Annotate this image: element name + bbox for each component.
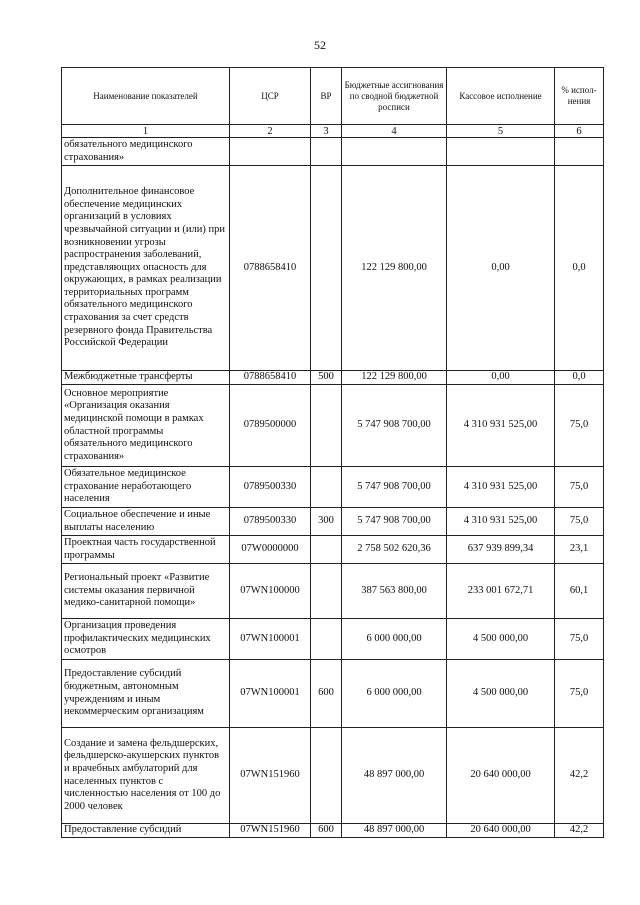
header-percent: % испол-нения <box>555 68 604 125</box>
table-row <box>62 508 604 536</box>
row-percent: 75,0 <box>555 619 604 660</box>
row-vr: 600 <box>311 824 342 838</box>
row-name: Дополнительное финансовое обеспечение медицинских организаций в условиях чрезвычайной ситуации и (или) при возникновении угрозы распространения заболеваний, представляющих опасность для окружающих, в рамках реализации территориальных программ обязательного медицинского страхования за счет средств резервного фонда Правительства Российской Федерации <box>62 166 230 371</box>
column-number: 2 <box>230 125 311 138</box>
row-name: Региональный проект «Развитие системы оказания первичной медико-санитарной помощи» <box>62 564 230 619</box>
row-csr: 0788658410 <box>230 371 311 385</box>
row-percent: 75,0 <box>555 508 604 536</box>
row-vr <box>311 385 342 467</box>
row-vr: 300 <box>311 508 342 536</box>
row-cash: 4 500 000,00 <box>447 660 555 728</box>
row-cash: 0,00 <box>447 166 555 371</box>
row-name: Обязательное медицинское страхование неработающего населения <box>62 467 230 508</box>
row-csr: 07WN100000 <box>230 564 311 619</box>
page-number: 52 <box>314 38 326 52</box>
row-cash: 0,00 <box>447 371 555 385</box>
table-row <box>62 166 604 371</box>
table-header-row <box>62 68 604 125</box>
row-csr: 0788658410 <box>230 166 311 371</box>
row-name: Основное мероприятие «Организация оказания медицинской помощи в рамках областной программы обязательного медицинского страхования» <box>62 385 230 467</box>
column-number: 4 <box>342 125 447 138</box>
header-name: Наименование показателей <box>62 68 230 125</box>
header-vr: ВР <box>311 68 342 125</box>
row-percent: 0,0 <box>555 371 604 385</box>
row-budget: 2 758 502 620,36 <box>342 536 447 564</box>
row-vr <box>311 138 342 166</box>
row-name: Социальное обеспечение и иные выплаты населению <box>62 508 230 536</box>
row-cash: 4 500 000,00 <box>447 619 555 660</box>
row-csr <box>230 138 311 166</box>
row-budget: 6 000 000,00 <box>342 660 447 728</box>
table-row <box>62 564 604 619</box>
header-cash: Кассовое исполнение <box>447 68 555 125</box>
header-budget: Бюджетные ассигнования по сводной бюджетной росписи <box>342 68 447 125</box>
row-budget: 5 747 908 700,00 <box>342 467 447 508</box>
row-cash: 233 001 672,71 <box>447 564 555 619</box>
row-percent: 75,0 <box>555 385 604 467</box>
row-csr: 07W0000000 <box>230 536 311 564</box>
row-vr <box>311 619 342 660</box>
header-csr: ЦСР <box>230 68 311 125</box>
row-vr: 500 <box>311 371 342 385</box>
table-row <box>62 385 604 467</box>
row-csr: 07WN100001 <box>230 660 311 728</box>
row-budget: 48 897 000,00 <box>342 824 447 838</box>
row-percent: 0,0 <box>555 166 604 371</box>
row-vr <box>311 467 342 508</box>
row-budget: 387 563 800,00 <box>342 564 447 619</box>
table-row <box>62 619 604 660</box>
column-number-row <box>62 125 604 138</box>
column-number: 5 <box>447 125 555 138</box>
row-cash: 20 640 000,00 <box>447 824 555 838</box>
row-vr: 600 <box>311 660 342 728</box>
row-cash: 4 310 931 525,00 <box>447 467 555 508</box>
row-percent: 42,2 <box>555 728 604 824</box>
row-csr: 07WN151960 <box>230 728 311 824</box>
row-cash: 4 310 931 525,00 <box>447 385 555 467</box>
row-csr: 07WN151960 <box>230 824 311 838</box>
row-budget: 5 747 908 700,00 <box>342 385 447 467</box>
row-vr <box>311 564 342 619</box>
column-number: 3 <box>311 125 342 138</box>
row-percent: 23,1 <box>555 536 604 564</box>
row-cash: 4 310 931 525,00 <box>447 508 555 536</box>
table-row <box>62 467 604 508</box>
row-percent <box>555 138 604 166</box>
row-name: Предоставление субсидий бюджетным, автономным учреждениям и иным некоммерческим организациям <box>62 660 230 728</box>
row-percent: 75,0 <box>555 467 604 508</box>
row-name: Проектная часть государственной программы <box>62 536 230 564</box>
row-percent: 60,1 <box>555 564 604 619</box>
row-vr <box>311 728 342 824</box>
table-row <box>62 371 604 385</box>
row-name: Предоставление субсидий <box>62 824 230 838</box>
row-budget: 48 897 000,00 <box>342 728 447 824</box>
row-cash: 20 640 000,00 <box>447 728 555 824</box>
row-name: обязательного медицинского страхования» <box>62 138 230 166</box>
row-csr: 07WN100001 <box>230 619 311 660</box>
row-budget: 5 747 908 700,00 <box>342 508 447 536</box>
row-vr <box>311 536 342 564</box>
table-row <box>62 660 604 728</box>
row-csr: 0789500330 <box>230 467 311 508</box>
row-percent: 75,0 <box>555 660 604 728</box>
table-row <box>62 728 604 824</box>
row-csr: 0789500000 <box>230 385 311 467</box>
table-row <box>62 824 604 838</box>
row-name: Межбюджетные трансферты <box>62 371 230 385</box>
row-budget: 122 129 800,00 <box>342 166 447 371</box>
row-name: Организация проведения профилактических медицинских осмотров <box>62 619 230 660</box>
row-vr <box>311 166 342 371</box>
row-cash <box>447 138 555 166</box>
row-percent: 42,2 <box>555 824 604 838</box>
row-budget: 122 129 800,00 <box>342 371 447 385</box>
row-name: Создание и замена фельдшерских, фельдшерско-акушерских пунктов и врачебных амбулаторий для населенных пунктов с численностью населения от 100 до 2000 человек <box>62 728 230 824</box>
row-budget <box>342 138 447 166</box>
column-number: 1 <box>62 125 230 138</box>
row-csr: 0789500330 <box>230 508 311 536</box>
table-row <box>62 536 604 564</box>
row-budget: 6 000 000,00 <box>342 619 447 660</box>
row-cash: 637 939 899,34 <box>447 536 555 564</box>
budget-execution-table <box>61 67 604 838</box>
column-number: 6 <box>555 125 604 138</box>
table-row <box>62 138 604 166</box>
